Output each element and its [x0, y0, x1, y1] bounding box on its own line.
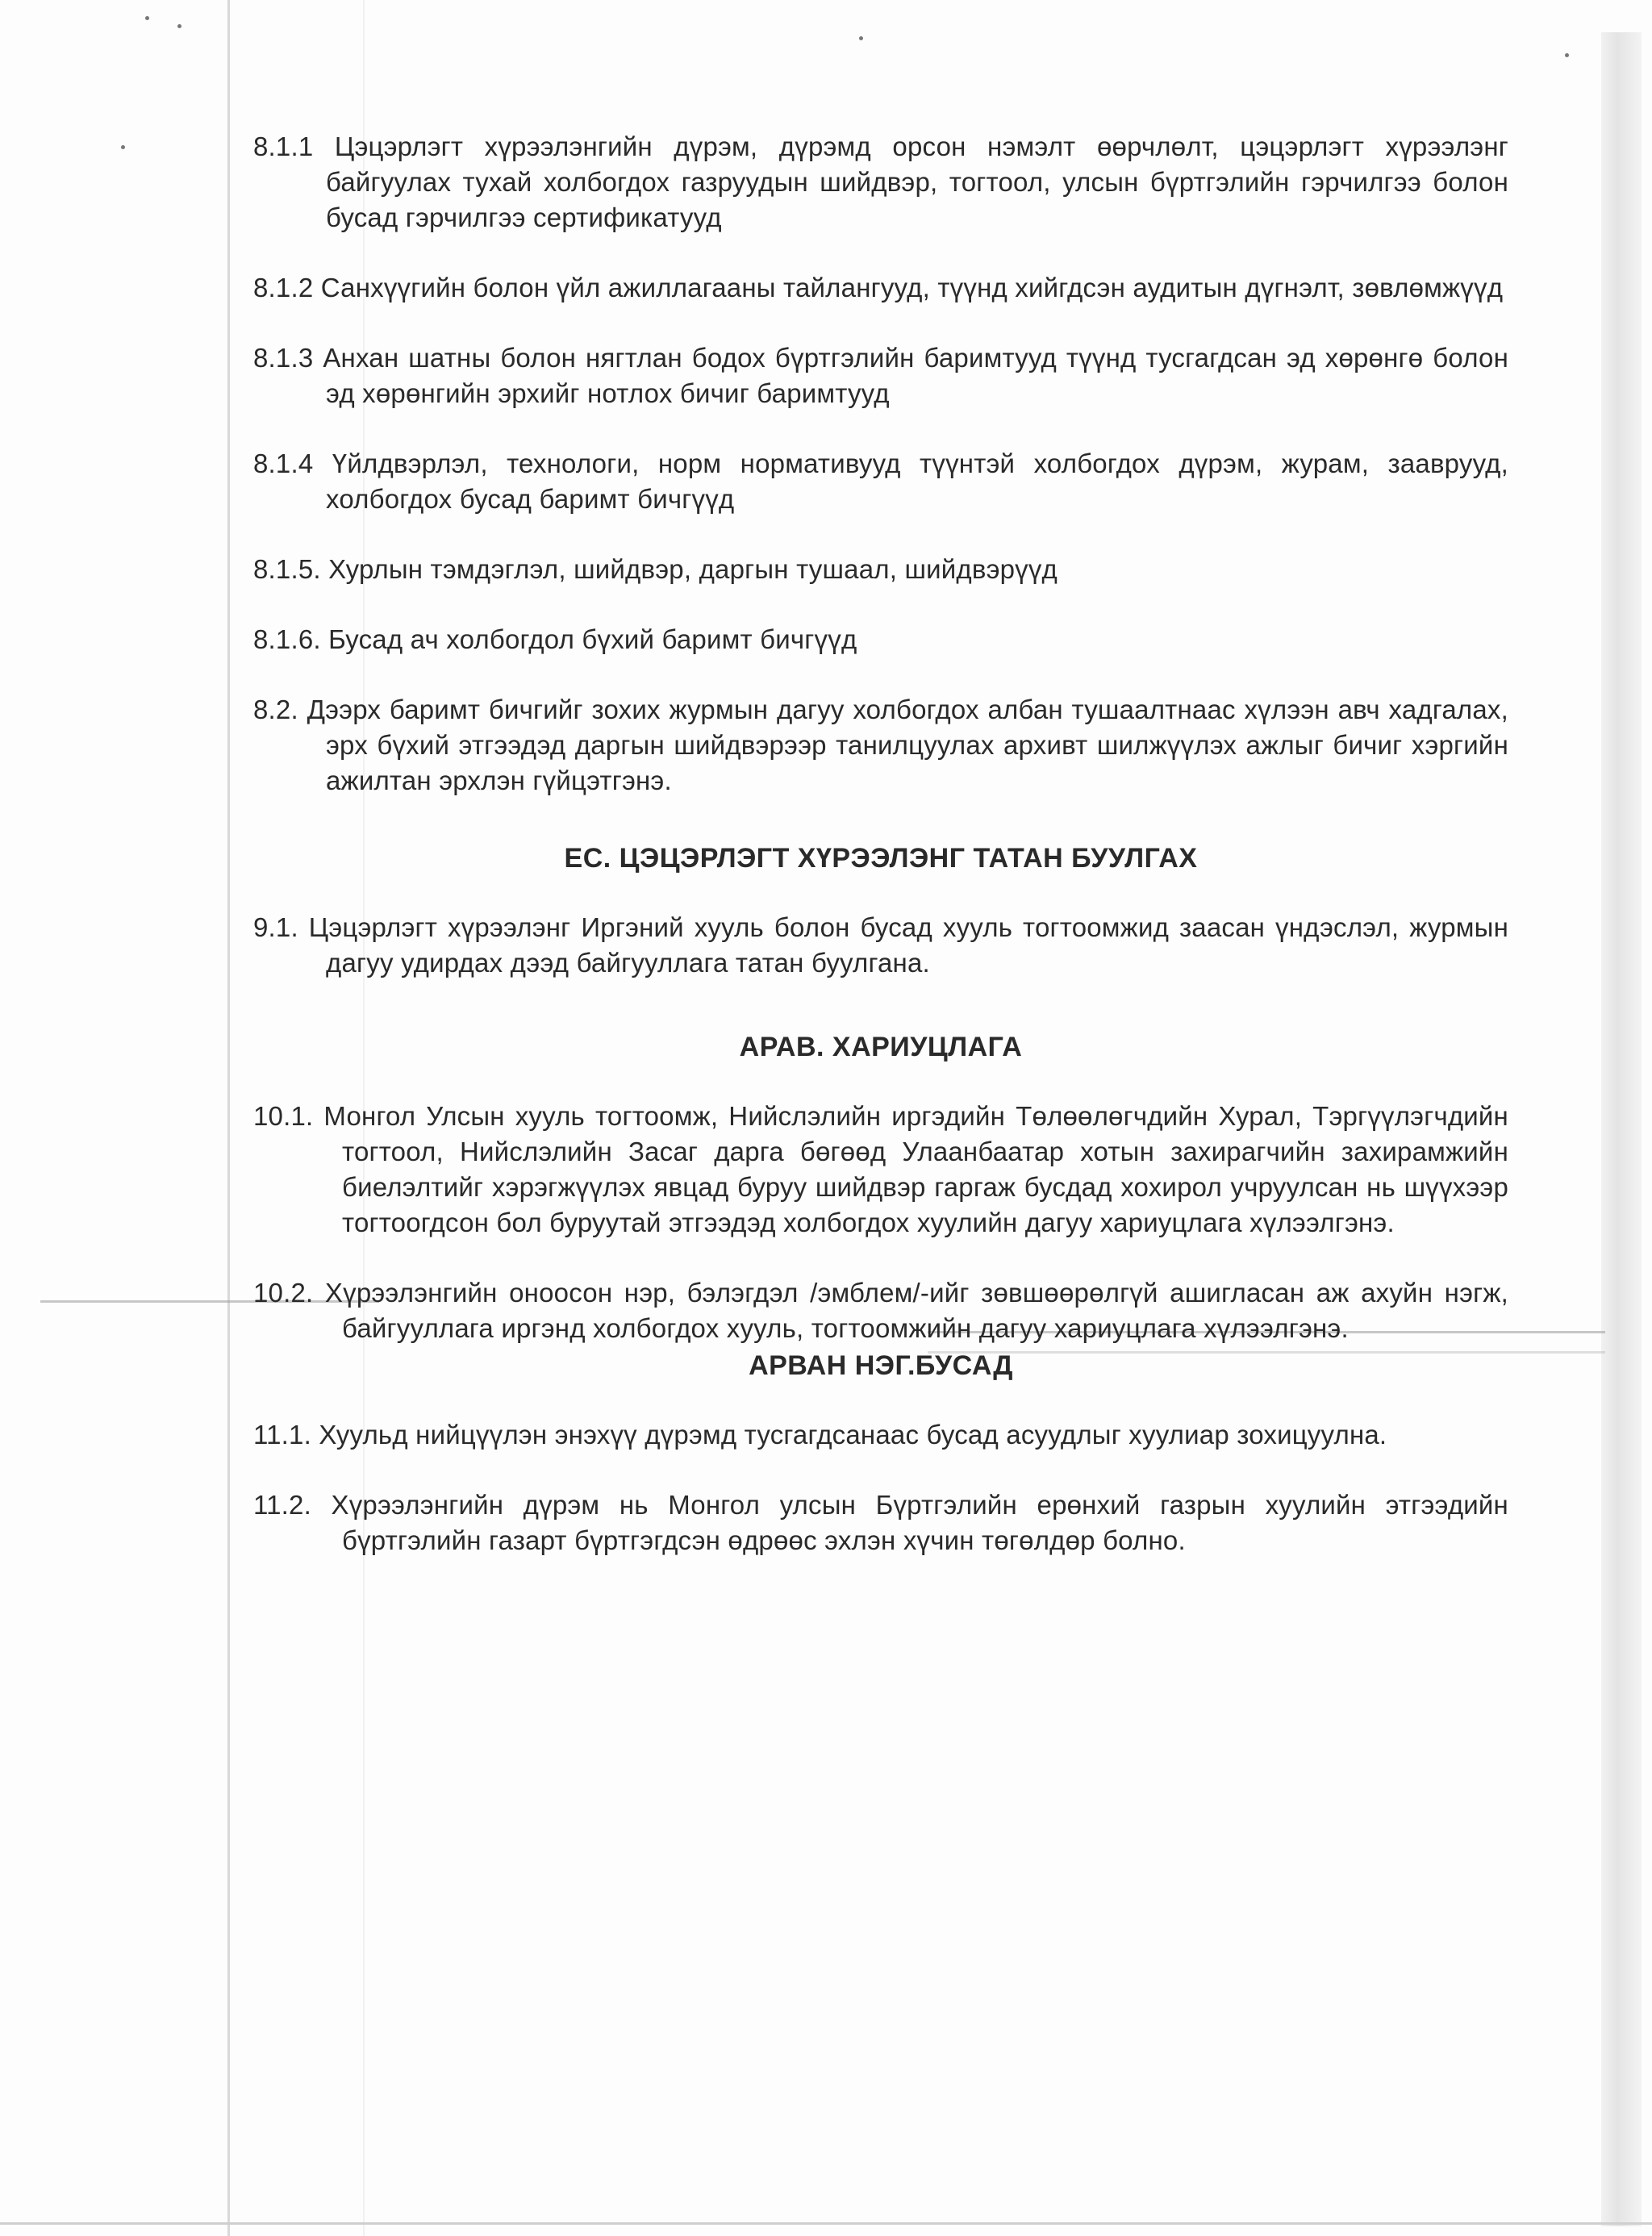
clause-8-1-4: 8.1.4 Үйлдвэрлэл, технологи, норм нормативууд түүнтэй холбогдох дүрэм, журам, зааврууд, холбогдох бусад баримт бичгүүд: [253, 448, 1508, 514]
section-heading-11: АРВАН НЭГ.БУСАД: [749, 1350, 1013, 1381]
scan-speck: [859, 36, 863, 40]
section-heading-9: ЕС. ЦЭЦЭРЛЭГТ ХҮРЭЭЛЭНГ ТАТАН БУУЛГАХ: [564, 843, 1198, 874]
section-10: [253, 1029, 1508, 1346]
scan-bottom-edge: [0, 2222, 1652, 2225]
clause-11-1: 11.1. Хуульд нийцүүлэн энэхүү дүрэмд тусгагдсанаас бусад асуудлыг хуулиар зохицуулна.: [253, 1420, 1387, 1450]
scan-speck: [145, 16, 149, 20]
section-8: [253, 129, 1508, 799]
clause-10-2: 10.2. Хүрээлэнгийн оноосон нэр, бэлэгдэл /эмблем/-ийг зөвшөөрөлгүй ашигласан аж ахуйн нэгж, байгууллага иргэнд холбогдох хууль, тогтоомжийн дагуу хариуцлага хүлээлгэнэ.: [253, 1278, 1508, 1343]
clause-9-1: 9.1. Цэцэрлэгт хүрээлэнг Иргэний хууль болон бусад хууль тогтоомжид заасан үндэслэл, журмын дагуу удирдах дээд байгууллага татан буулгана.: [253, 912, 1508, 978]
section-9: [253, 841, 1508, 981]
clause-11-2: 11.2. Хүрээлэнгийн дүрэм нь Монгол улсын Бүртгэлийн ерөнхий газрын хуулийн этгээдийн бүртгэлийн газарт бүртгэгдсэн өдрөөс эхлэн хүчин төгөлдөр болно.: [253, 1490, 1508, 1555]
scan-speck: [121, 145, 125, 149]
scan-speck: [1565, 53, 1569, 57]
clause-8-1-2: 8.1.2 Санхүүгийн болон үйл ажиллагааны тайлангууд, түүнд хийгдсэн аудитын дүгнэлт, зөвлөмжүүд: [253, 273, 1504, 302]
scan-right-band: [1601, 32, 1642, 2226]
scan-speck: [177, 24, 181, 28]
clause-8-1-1: 8.1.1 Цэцэрлэгт хүрээлэнгийн дүрэм, дүрэмд орсон нэмэлт өөрчлөлт, цэцэрлэгт хүрээлэнг байгуулах тухай холбогдох газруудын шийдвэр, тогтоол, улсын бүртгэлийн гэрчилгээ болон бусад гэрчилгээ сертификатууд: [253, 131, 1508, 232]
section-heading-10: АРАВ. ХАРИУЦЛАГА: [739, 1032, 1023, 1062]
section-11: [253, 1348, 1508, 1558]
clause-8-1-6: 8.1.6. Бусад ач холбогдол бүхий баримт бичгүүд: [253, 624, 857, 654]
clause-8-1-5: 8.1.5. Хурлын тэмдэглэл, шийдвэр, даргын тушаал, шийдвэрүүд: [253, 554, 1058, 584]
clause-8-1-3: 8.1.3 Анхан шатны болон нягтлан бодох бүртгэлийн баримтууд түүнд тусгагдсан эд хөрөнгө болон эд хөрөнгийн эрхийг нотлох бичиг баримтууд: [253, 343, 1508, 408]
document-body: [253, 129, 1508, 1593]
clause-10-1: 10.1. Монгол Улсын хууль тогтоомж, Нийслэлийн иргэдийн Төлөөлөгчдийн Хурал, Тэргүүлэгчдийн тогтоол, Нийслэлийн Засаг дарга бөгөөд Улаанбаатар хотын захирагчийн захирамжийн биелэлтийг хэрэгжүүлэх явцад буруу шийдвэр гаргаж бусдад хохирол учруулсан нь шүүхээр тогтоогдсон бол буруутай этгээдэд холбогдох хуулийн дагуу хариуцлага хүлээлгэнэ.: [253, 1101, 1508, 1237]
scan-edge-line: [227, 0, 230, 2236]
clause-8-2: 8.2. Дээрх баримт бичгийг зохих журмын дагуу холбогдох албан тушаалтнаас хүлээн авч хадгалах, эрх бүхий этгээдэд даргын шийдвэрээр танилцуулах архивт шилжүүлэх ажлыг бичиг хэргийн ажилтан эрхлэн гүйцэтгэнэ.: [253, 695, 1508, 795]
